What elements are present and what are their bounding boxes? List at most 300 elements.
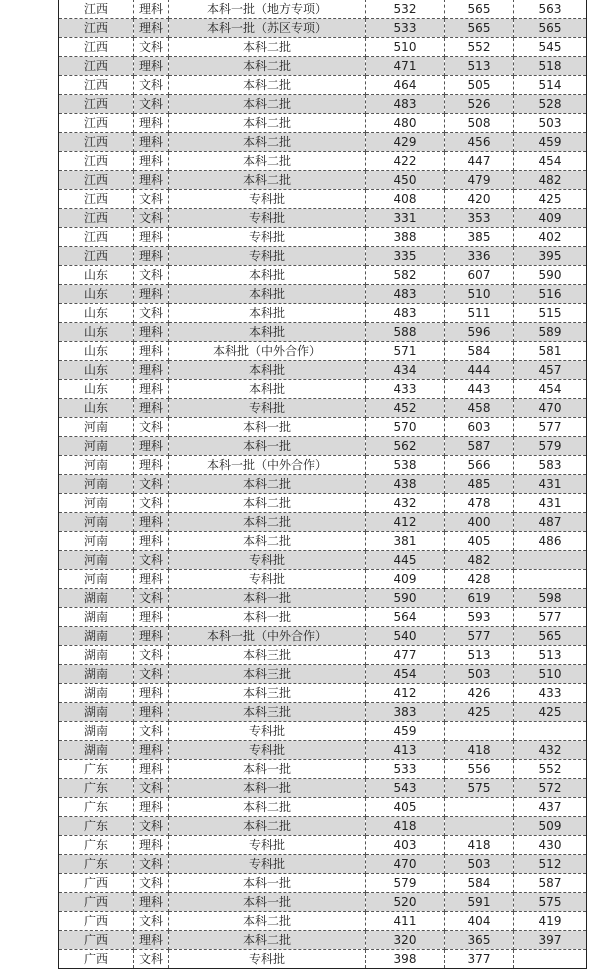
score-cell-2: 510 <box>445 285 514 304</box>
score-cell-2: 418 <box>445 741 514 760</box>
subject-cell: 文科 <box>134 912 169 931</box>
score-cell-1: 564 <box>366 608 445 627</box>
score-cell-1: 464 <box>366 76 445 95</box>
score-cell-3: 503 <box>514 114 587 133</box>
province-cell: 山东 <box>59 380 134 399</box>
score-cell-3: 590 <box>514 266 587 285</box>
subject-cell: 文科 <box>134 38 169 57</box>
score-cell-2: 336 <box>445 247 514 266</box>
subject-cell: 文科 <box>134 874 169 893</box>
province-cell: 广东 <box>59 760 134 779</box>
score-cell-1: 409 <box>366 570 445 589</box>
score-cell-3: 528 <box>514 95 587 114</box>
batch-cell: 本科三批 <box>169 665 366 684</box>
score-cell-2: 404 <box>445 912 514 931</box>
batch-cell: 本科一批 <box>169 893 366 912</box>
batch-cell: 本科二批 <box>169 475 366 494</box>
batch-cell: 本科一批（中外合作） <box>169 627 366 646</box>
score-cell-3: 565 <box>514 627 587 646</box>
batch-cell: 本科二批 <box>169 57 366 76</box>
score-cell-3: 579 <box>514 437 587 456</box>
subject-cell: 文科 <box>134 817 169 836</box>
batch-cell: 本科二批 <box>169 95 366 114</box>
province-cell: 湖南 <box>59 589 134 608</box>
subject-cell: 理科 <box>134 114 169 133</box>
score-cell-1: 471 <box>366 57 445 76</box>
batch-cell: 本科批 <box>169 380 366 399</box>
score-cell-2: 447 <box>445 152 514 171</box>
score-cell-2: 405 <box>445 532 514 551</box>
score-cell-1: 454 <box>366 665 445 684</box>
province-cell: 湖南 <box>59 608 134 627</box>
province-cell: 江西 <box>59 57 134 76</box>
province-cell: 河南 <box>59 513 134 532</box>
province-cell: 广东 <box>59 836 134 855</box>
table-row <box>59 950 587 969</box>
batch-cell: 本科二批 <box>169 817 366 836</box>
score-cell-1: 579 <box>366 874 445 893</box>
table-row <box>59 836 587 855</box>
batch-cell: 本科批 <box>169 361 366 380</box>
batch-cell: 本科三批 <box>169 646 366 665</box>
batch-cell: 本科二批 <box>169 931 366 950</box>
subject-cell: 理科 <box>134 703 169 722</box>
table-row <box>59 475 587 494</box>
batch-cell: 专科批 <box>169 190 366 209</box>
batch-cell: 专科批 <box>169 247 366 266</box>
score-cell-3: 515 <box>514 304 587 323</box>
score-cell-3: 487 <box>514 513 587 532</box>
batch-cell: 本科批 <box>169 304 366 323</box>
score-cell-1: 422 <box>366 152 445 171</box>
batch-cell: 本科二批 <box>169 76 366 95</box>
batch-cell: 本科二批 <box>169 494 366 513</box>
batch-cell: 专科批 <box>169 399 366 418</box>
score-cell-1: 445 <box>366 551 445 570</box>
score-cell-1: 412 <box>366 513 445 532</box>
province-cell: 湖南 <box>59 627 134 646</box>
batch-cell: 专科批 <box>169 209 366 228</box>
table-row <box>59 665 587 684</box>
province-cell: 湖南 <box>59 703 134 722</box>
table-row <box>59 437 587 456</box>
score-cell-3: 425 <box>514 190 587 209</box>
batch-cell: 本科二批 <box>169 171 366 190</box>
score-cell-3: 583 <box>514 456 587 475</box>
province-cell: 广东 <box>59 817 134 836</box>
province-cell: 江西 <box>59 114 134 133</box>
subject-cell: 文科 <box>134 589 169 608</box>
province-cell: 广西 <box>59 893 134 912</box>
score-cell-2: 577 <box>445 627 514 646</box>
score-cell-3: 397 <box>514 931 587 950</box>
score-cell-2: 485 <box>445 475 514 494</box>
subject-cell: 理科 <box>134 760 169 779</box>
subject-cell: 理科 <box>134 608 169 627</box>
province-cell: 山东 <box>59 399 134 418</box>
table-row <box>59 266 587 285</box>
score-cell-1: 483 <box>366 304 445 323</box>
subject-cell: 文科 <box>134 304 169 323</box>
score-cell-3: 430 <box>514 836 587 855</box>
province-cell: 江西 <box>59 247 134 266</box>
batch-cell: 本科三批 <box>169 703 366 722</box>
score-cell-3: 575 <box>514 893 587 912</box>
province-cell: 湖南 <box>59 741 134 760</box>
subject-cell: 理科 <box>134 684 169 703</box>
table-row <box>59 19 587 38</box>
score-cell-1: 588 <box>366 323 445 342</box>
score-cell-2: 400 <box>445 513 514 532</box>
subject-cell: 理科 <box>134 342 169 361</box>
score-cell-3 <box>514 722 587 741</box>
score-cell-2: 505 <box>445 76 514 95</box>
table-row <box>59 589 587 608</box>
batch-cell: 专科批 <box>169 741 366 760</box>
table-row <box>59 722 587 741</box>
score-cell-2: 513 <box>445 646 514 665</box>
score-cell-1: 483 <box>366 285 445 304</box>
subject-cell: 理科 <box>134 893 169 912</box>
table-row <box>59 456 587 475</box>
score-cell-3: 432 <box>514 741 587 760</box>
batch-cell: 专科批 <box>169 722 366 741</box>
score-cell-3: 563 <box>514 0 587 19</box>
score-cell-1: 432 <box>366 494 445 513</box>
score-cell-1: 540 <box>366 627 445 646</box>
table-row <box>59 342 587 361</box>
batch-cell: 本科一批 <box>169 418 366 437</box>
table-row <box>59 893 587 912</box>
subject-cell: 文科 <box>134 950 169 969</box>
batch-cell: 专科批 <box>169 551 366 570</box>
province-cell: 河南 <box>59 456 134 475</box>
score-cell-2: 503 <box>445 855 514 874</box>
table-row <box>59 532 587 551</box>
batch-cell: 本科二批 <box>169 133 366 152</box>
score-cell-2: 526 <box>445 95 514 114</box>
batch-cell: 本科一批 <box>169 760 366 779</box>
province-cell: 山东 <box>59 266 134 285</box>
score-cell-2: 556 <box>445 760 514 779</box>
table-row <box>59 551 587 570</box>
score-cell-2: 428 <box>445 570 514 589</box>
score-cell-2 <box>445 722 514 741</box>
score-cell-1: 433 <box>366 380 445 399</box>
score-cell-1: 381 <box>366 532 445 551</box>
score-cell-1: 452 <box>366 399 445 418</box>
table-row <box>59 646 587 665</box>
table-row <box>59 323 587 342</box>
batch-cell: 本科三批 <box>169 684 366 703</box>
score-cell-3: 572 <box>514 779 587 798</box>
batch-cell: 专科批 <box>169 570 366 589</box>
score-cell-3: 433 <box>514 684 587 703</box>
subject-cell: 文科 <box>134 665 169 684</box>
table-row <box>59 855 587 874</box>
province-cell: 江西 <box>59 19 134 38</box>
table-row <box>59 760 587 779</box>
subject-cell: 文科 <box>134 475 169 494</box>
batch-cell: 本科一批（苏区专项） <box>169 19 366 38</box>
subject-cell: 文科 <box>134 779 169 798</box>
province-cell: 山东 <box>59 342 134 361</box>
score-cell-3: 598 <box>514 589 587 608</box>
score-cell-3: 454 <box>514 380 587 399</box>
batch-cell: 本科二批 <box>169 114 366 133</box>
score-cell-1: 429 <box>366 133 445 152</box>
score-cell-3 <box>514 570 587 589</box>
score-cell-1: 418 <box>366 817 445 836</box>
score-cell-3: 577 <box>514 418 587 437</box>
batch-cell: 本科二批 <box>169 912 366 931</box>
score-cell-1: 543 <box>366 779 445 798</box>
score-cell-2: 478 <box>445 494 514 513</box>
table-row <box>59 247 587 266</box>
province-cell: 广东 <box>59 798 134 817</box>
subject-cell: 文科 <box>134 855 169 874</box>
table-body <box>59 0 587 969</box>
score-cell-2: 565 <box>445 19 514 38</box>
score-cell-2: 353 <box>445 209 514 228</box>
subject-cell: 理科 <box>134 931 169 950</box>
score-cell-1: 383 <box>366 703 445 722</box>
subject-cell: 理科 <box>134 380 169 399</box>
score-cell-2: 377 <box>445 950 514 969</box>
score-cell-1: 388 <box>366 228 445 247</box>
score-cell-2: 584 <box>445 874 514 893</box>
score-cell-2: 425 <box>445 703 514 722</box>
table-row <box>59 95 587 114</box>
score-cell-1: 582 <box>366 266 445 285</box>
subject-cell: 理科 <box>134 285 169 304</box>
province-cell: 广东 <box>59 855 134 874</box>
subject-cell: 理科 <box>134 513 169 532</box>
score-cell-2: 565 <box>445 0 514 19</box>
score-cell-2: 584 <box>445 342 514 361</box>
score-cell-3: 545 <box>514 38 587 57</box>
subject-cell: 文科 <box>134 722 169 741</box>
score-cell-2: 458 <box>445 399 514 418</box>
batch-cell: 本科一批 <box>169 874 366 893</box>
table-row <box>59 627 587 646</box>
score-cell-3: 402 <box>514 228 587 247</box>
score-cell-1: 571 <box>366 342 445 361</box>
province-cell: 山东 <box>59 285 134 304</box>
score-cell-3: 509 <box>514 817 587 836</box>
score-cell-1: 533 <box>366 19 445 38</box>
subject-cell: 文科 <box>134 209 169 228</box>
province-cell: 河南 <box>59 570 134 589</box>
score-cell-2: 587 <box>445 437 514 456</box>
province-cell: 山东 <box>59 304 134 323</box>
score-cell-1: 470 <box>366 855 445 874</box>
province-cell: 湖南 <box>59 646 134 665</box>
table-row <box>59 361 587 380</box>
province-cell: 江西 <box>59 133 134 152</box>
province-cell: 河南 <box>59 551 134 570</box>
score-cell-1: 510 <box>366 38 445 57</box>
table-row <box>59 570 587 589</box>
score-cell-1: 520 <box>366 893 445 912</box>
province-cell: 广东 <box>59 779 134 798</box>
score-cell-3: 589 <box>514 323 587 342</box>
subject-cell: 理科 <box>134 133 169 152</box>
score-cell-3: 437 <box>514 798 587 817</box>
table-row <box>59 399 587 418</box>
province-cell: 河南 <box>59 532 134 551</box>
score-cell-3: 431 <box>514 494 587 513</box>
subject-cell: 理科 <box>134 437 169 456</box>
score-cell-1: 480 <box>366 114 445 133</box>
table-row <box>59 171 587 190</box>
score-cell-2: 603 <box>445 418 514 437</box>
score-cell-2: 552 <box>445 38 514 57</box>
table-row <box>59 418 587 437</box>
score-cell-2: 607 <box>445 266 514 285</box>
subject-cell: 理科 <box>134 152 169 171</box>
score-cell-1: 459 <box>366 722 445 741</box>
subject-cell: 理科 <box>134 19 169 38</box>
score-cell-2: 508 <box>445 114 514 133</box>
score-cell-3: 552 <box>514 760 587 779</box>
batch-cell: 本科一批 <box>169 589 366 608</box>
score-cell-3 <box>514 950 587 969</box>
table-row <box>59 209 587 228</box>
province-cell: 山东 <box>59 361 134 380</box>
subject-cell: 理科 <box>134 361 169 380</box>
batch-cell: 本科二批 <box>169 513 366 532</box>
subject-cell: 文科 <box>134 494 169 513</box>
batch-cell: 本科批 <box>169 323 366 342</box>
batch-cell: 本科批（中外合作） <box>169 342 366 361</box>
province-cell: 山东 <box>59 323 134 342</box>
score-cell-1: 405 <box>366 798 445 817</box>
score-cell-3: 518 <box>514 57 587 76</box>
table-row <box>59 0 587 19</box>
subject-cell: 理科 <box>134 57 169 76</box>
province-cell: 江西 <box>59 152 134 171</box>
province-cell: 河南 <box>59 418 134 437</box>
score-cell-3: 419 <box>514 912 587 931</box>
table-row <box>59 114 587 133</box>
subject-cell: 文科 <box>134 551 169 570</box>
score-cell-3: 425 <box>514 703 587 722</box>
score-cell-1: 450 <box>366 171 445 190</box>
score-cell-3: 581 <box>514 342 587 361</box>
table-row <box>59 931 587 950</box>
score-cell-1: 483 <box>366 95 445 114</box>
table-row <box>59 741 587 760</box>
batch-cell: 本科一批 <box>169 437 366 456</box>
score-cell-1: 320 <box>366 931 445 950</box>
score-cell-1: 412 <box>366 684 445 703</box>
subject-cell: 理科 <box>134 0 169 19</box>
admission-score-table <box>58 0 587 969</box>
batch-cell: 专科批 <box>169 836 366 855</box>
subject-cell: 文科 <box>134 95 169 114</box>
score-cell-2: 591 <box>445 893 514 912</box>
table-row <box>59 608 587 627</box>
score-cell-2: 426 <box>445 684 514 703</box>
score-cell-2: 482 <box>445 551 514 570</box>
province-cell: 江西 <box>59 95 134 114</box>
subject-cell: 文科 <box>134 190 169 209</box>
table-row <box>59 228 587 247</box>
table-row <box>59 703 587 722</box>
score-cell-3: 514 <box>514 76 587 95</box>
score-cell-1: 533 <box>366 760 445 779</box>
score-cell-3: 577 <box>514 608 587 627</box>
batch-cell: 本科一批 <box>169 608 366 627</box>
subject-cell: 理科 <box>134 247 169 266</box>
score-cell-3: 565 <box>514 19 587 38</box>
subject-cell: 理科 <box>134 627 169 646</box>
table-row <box>59 38 587 57</box>
score-cell-3 <box>514 551 587 570</box>
subject-cell: 理科 <box>134 399 169 418</box>
score-cell-1: 538 <box>366 456 445 475</box>
table-row <box>59 285 587 304</box>
province-cell: 江西 <box>59 76 134 95</box>
score-cell-1: 398 <box>366 950 445 969</box>
score-cell-1: 403 <box>366 836 445 855</box>
score-cell-2: 596 <box>445 323 514 342</box>
subject-cell: 文科 <box>134 76 169 95</box>
score-cell-2: 420 <box>445 190 514 209</box>
score-cell-3: 587 <box>514 874 587 893</box>
score-cell-2 <box>445 817 514 836</box>
table-row <box>59 304 587 323</box>
score-cell-1: 438 <box>366 475 445 494</box>
subject-cell: 理科 <box>134 570 169 589</box>
subject-cell: 理科 <box>134 171 169 190</box>
batch-cell: 本科批 <box>169 285 366 304</box>
batch-cell: 本科二批 <box>169 152 366 171</box>
score-cell-3: 486 <box>514 532 587 551</box>
batch-cell: 专科批 <box>169 855 366 874</box>
subject-cell: 理科 <box>134 228 169 247</box>
province-cell: 河南 <box>59 437 134 456</box>
score-cell-3: 470 <box>514 399 587 418</box>
score-cell-2: 511 <box>445 304 514 323</box>
province-cell: 湖南 <box>59 665 134 684</box>
batch-cell: 专科批 <box>169 950 366 969</box>
score-cell-1: 434 <box>366 361 445 380</box>
province-cell: 广西 <box>59 912 134 931</box>
batch-cell: 本科一批（中外合作） <box>169 456 366 475</box>
score-cell-2: 385 <box>445 228 514 247</box>
province-cell: 广西 <box>59 874 134 893</box>
subject-cell: 理科 <box>134 532 169 551</box>
score-cell-1: 532 <box>366 0 445 19</box>
score-cell-1: 570 <box>366 418 445 437</box>
subject-cell: 理科 <box>134 456 169 475</box>
table-row <box>59 779 587 798</box>
province-cell: 湖南 <box>59 722 134 741</box>
score-cell-3: 395 <box>514 247 587 266</box>
score-cell-3: 409 <box>514 209 587 228</box>
score-cell-2: 365 <box>445 931 514 950</box>
province-cell: 河南 <box>59 494 134 513</box>
score-cell-2: 456 <box>445 133 514 152</box>
batch-cell: 本科批 <box>169 266 366 285</box>
score-cell-2: 443 <box>445 380 514 399</box>
batch-cell: 专科批 <box>169 228 366 247</box>
score-cell-1: 411 <box>366 912 445 931</box>
batch-cell: 本科一批（地方专项） <box>169 0 366 19</box>
score-cell-3: 510 <box>514 665 587 684</box>
